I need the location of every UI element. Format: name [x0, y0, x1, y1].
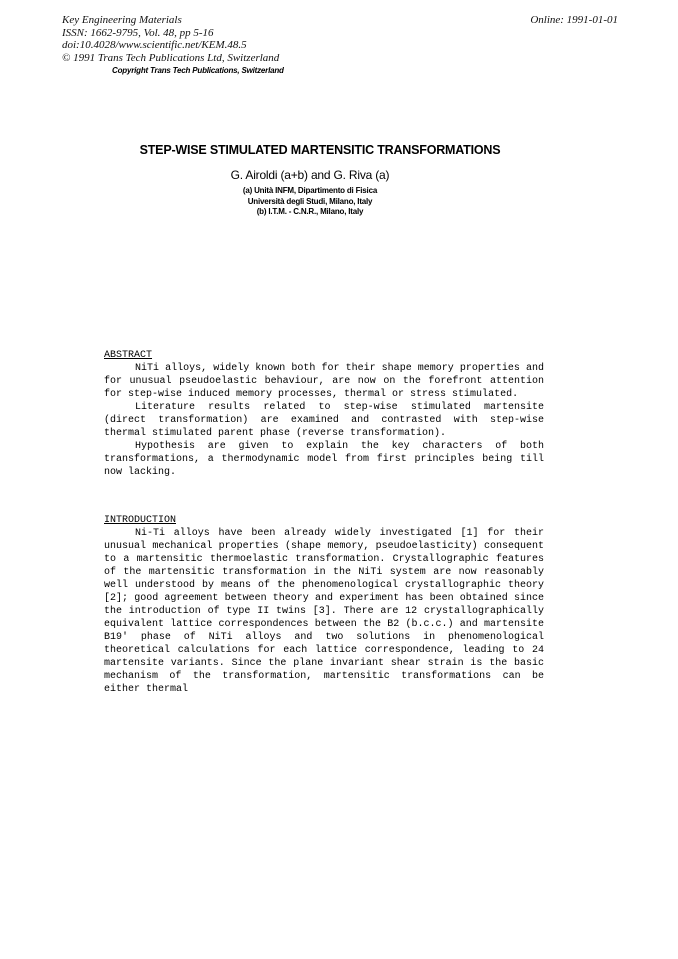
- abstract-section: [104, 349, 544, 479]
- affiliation-b: (b) I.T.M. - C.N.R., Milano, Italy: [256, 207, 364, 216]
- online-date: Online: 1991-01-01: [530, 14, 618, 26]
- affiliation-a: (a) Unità INFM, Dipartimento di Fisica: [242, 186, 378, 195]
- doi-line: doi:10.4028/www.scientific.net/KEM.48.5: [62, 39, 247, 51]
- issn-line: ISSN: 1662-9795, Vol. 48, pp 5-16: [62, 26, 214, 39]
- affiliation-a-university: Università degli Studi, Milano, Italy: [247, 196, 373, 206]
- abstract-paragraph: NiTi alloys, widely known both for their shape memory properties and for unusual pseudoelastic behaviour, are now on the forefront attention for step-wise induced memory processes, thermal or stress stimulated.: [104, 363, 544, 400]
- journal-header: [62, 14, 279, 64]
- copyright-notice: Copyright Trans Tech Publications, Switzerland: [112, 66, 284, 75]
- introduction-heading: INTRODUCTION: [104, 515, 177, 526]
- journal-name: Key Engineering Materials: [62, 14, 182, 26]
- abstract-heading: ABSTRACT: [104, 350, 153, 361]
- publisher-line: © 1991 Trans Tech Publications Ltd, Switzerland: [62, 51, 280, 64]
- paper-title: STEP-WISE STIMULATED MARTENSITIC TRANSFORMATIONS: [139, 143, 501, 157]
- affiliations: [0, 186, 620, 218]
- abstract-paragraph: Literature results related to step-wise stimulated martensite (direct transformation) are examined and contrasted with step-wise thermal stimulated parent phase (reverse transformation).: [104, 402, 544, 439]
- introduction-paragraph: Ni-Ti alloys have been already widely investigated [1] for their unusual mechanical properties (shape memory, pseudoelasticity) consequent to a martensitic thermoelastic transformation. Crystallographic features of the martensitic transformation in the NiTi system are now reasonably well understood by means of the phenomenological crystallographic theory [2]; good agreement between theory and experiment has been obtained since the introduction of type II twins [3]. There are 12 crystallographically equivalent lattice correspondences between the B2 (b.c.c.) and martensite B19' phase of NiTi alloys and two solutions in phenomenological theoretical calculations for each lattice correspondence, leading to 24 martensite variants. Since the plane invariant shear strain is the basic mechanism of the transformation, martensitic transformations can be either thermal: [104, 528, 544, 695]
- introduction-section: [104, 514, 544, 696]
- paper-authors: G. Airoldi (a+b) and G. Riva (a): [230, 168, 390, 182]
- abstract-paragraph: Hypothesis are given to explain the key characters of both transformations, a thermodynamic model from first principles being till now lacking.: [104, 441, 544, 478]
